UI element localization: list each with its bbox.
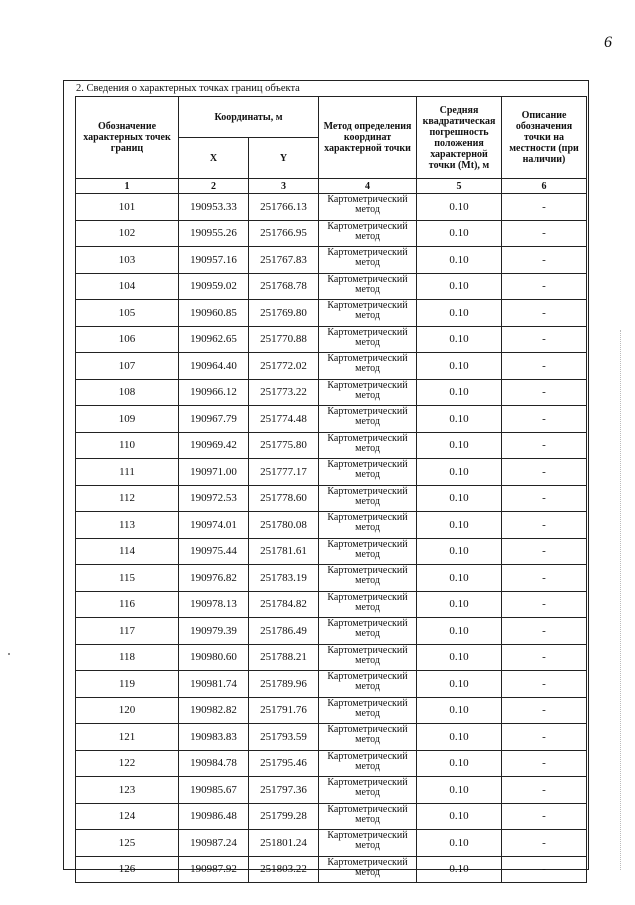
method-cell: Картометрический метод xyxy=(319,565,417,592)
y-coordinate-cell: 251795.46 xyxy=(249,750,319,777)
error-cell: 0.10 xyxy=(417,379,502,406)
point-id-cell: 116 xyxy=(76,591,179,618)
column-number: 4 xyxy=(319,179,417,194)
description-cell: - xyxy=(502,750,587,777)
x-coordinate-cell: 190975.44 xyxy=(179,538,249,565)
y-coordinate-cell: 251772.02 xyxy=(249,353,319,380)
description-cell: - xyxy=(502,379,587,406)
point-id-cell: 102 xyxy=(76,220,179,247)
method-cell: Картометрический метод xyxy=(319,644,417,671)
description-cell: - xyxy=(502,459,587,486)
x-coordinate-cell: 190986.48 xyxy=(179,803,249,830)
y-coordinate-cell: 251770.88 xyxy=(249,326,319,353)
y-coordinate-cell: 251799.28 xyxy=(249,803,319,830)
y-coordinate-cell: 251797.36 xyxy=(249,777,319,804)
point-id-cell: 109 xyxy=(76,406,179,433)
y-coordinate-cell: 251778.60 xyxy=(249,485,319,512)
point-id-cell: 120 xyxy=(76,697,179,724)
x-coordinate-cell: 190980.60 xyxy=(179,644,249,671)
method-cell: Картометрический метод xyxy=(319,856,417,883)
y-coordinate-cell: 251801.24 xyxy=(249,830,319,857)
error-cell: 0.10 xyxy=(417,644,502,671)
y-coordinate-cell: 251784.82 xyxy=(249,591,319,618)
error-cell: 0.10 xyxy=(417,273,502,300)
table-row xyxy=(76,326,587,353)
column-number: 2 xyxy=(179,179,249,194)
error-cell: 0.10 xyxy=(417,194,502,221)
table-row xyxy=(76,512,587,539)
error-cell: 0.10 xyxy=(417,671,502,698)
point-id-cell: 122 xyxy=(76,750,179,777)
error-cell: 0.10 xyxy=(417,565,502,592)
method-cell: Картометрический метод xyxy=(319,512,417,539)
error-cell: 0.10 xyxy=(417,459,502,486)
point-id-cell: 105 xyxy=(76,300,179,327)
y-coordinate-cell: 251767.83 xyxy=(249,247,319,274)
point-id-cell: 125 xyxy=(76,830,179,857)
point-id-cell: 113 xyxy=(76,512,179,539)
table-row xyxy=(76,697,587,724)
description-cell: - xyxy=(502,194,587,221)
header-coordinates: Координаты, м xyxy=(179,97,319,138)
scan-dot xyxy=(8,653,10,655)
point-id-cell: 106 xyxy=(76,326,179,353)
x-coordinate-cell: 190957.16 xyxy=(179,247,249,274)
scan-edge-mark xyxy=(620,330,622,870)
description-cell: - xyxy=(502,406,587,433)
y-coordinate-cell: 251766.13 xyxy=(249,194,319,221)
y-coordinate-cell: 251783.19 xyxy=(249,565,319,592)
error-cell: 0.10 xyxy=(417,856,502,883)
x-coordinate-cell: 190966.12 xyxy=(179,379,249,406)
y-coordinate-cell: 251768.78 xyxy=(249,273,319,300)
error-cell: 0.10 xyxy=(417,432,502,459)
header-y: Y xyxy=(249,138,319,179)
y-coordinate-cell: 251769.80 xyxy=(249,300,319,327)
method-cell: Картометрический метод xyxy=(319,671,417,698)
y-coordinate-cell: 251775.80 xyxy=(249,432,319,459)
method-cell: Картометрический метод xyxy=(319,459,417,486)
error-cell: 0.10 xyxy=(417,512,502,539)
method-cell: Картометрический метод xyxy=(319,803,417,830)
column-number: 6 xyxy=(502,179,587,194)
method-cell: Картометрический метод xyxy=(319,830,417,857)
point-id-cell: 121 xyxy=(76,724,179,751)
table-row xyxy=(76,856,587,883)
x-coordinate-cell: 190982.82 xyxy=(179,697,249,724)
point-id-cell: 126 xyxy=(76,856,179,883)
error-cell: 0.10 xyxy=(417,618,502,645)
table-row xyxy=(76,830,587,857)
error-cell: 0.10 xyxy=(417,750,502,777)
x-coordinate-cell: 190971.00 xyxy=(179,459,249,486)
method-cell: Картометрический метод xyxy=(319,485,417,512)
method-cell: Картометрический метод xyxy=(319,353,417,380)
y-coordinate-cell: 251781.61 xyxy=(249,538,319,565)
description-cell: - xyxy=(502,803,587,830)
x-coordinate-cell: 190984.78 xyxy=(179,750,249,777)
table-row xyxy=(76,750,587,777)
x-coordinate-cell: 190960.85 xyxy=(179,300,249,327)
method-cell: Картометрический метод xyxy=(319,724,417,751)
method-cell: Картометрический метод xyxy=(319,326,417,353)
point-id-cell: 111 xyxy=(76,459,179,486)
description-cell: - xyxy=(502,856,587,883)
method-cell: Картометрический метод xyxy=(319,273,417,300)
column-number: 5 xyxy=(417,179,502,194)
x-coordinate-cell: 190972.53 xyxy=(179,485,249,512)
description-cell: - xyxy=(502,326,587,353)
error-cell: 0.10 xyxy=(417,803,502,830)
x-coordinate-cell: 190955.26 xyxy=(179,220,249,247)
table-row xyxy=(76,379,587,406)
point-id-cell: 124 xyxy=(76,803,179,830)
point-id-cell: 101 xyxy=(76,194,179,221)
point-id-cell: 107 xyxy=(76,353,179,380)
error-cell: 0.10 xyxy=(417,485,502,512)
error-cell: 0.10 xyxy=(417,777,502,804)
error-cell: 0.10 xyxy=(417,326,502,353)
description-cell: - xyxy=(502,432,587,459)
error-cell: 0.10 xyxy=(417,353,502,380)
x-coordinate-cell: 190983.83 xyxy=(179,724,249,751)
y-coordinate-cell: 251789.96 xyxy=(249,671,319,698)
table-row xyxy=(76,353,587,380)
table-row xyxy=(76,485,587,512)
method-cell: Картометрический метод xyxy=(319,194,417,221)
description-cell: - xyxy=(502,591,587,618)
x-coordinate-cell: 190987.92 xyxy=(179,856,249,883)
column-number: 1 xyxy=(76,179,179,194)
point-id-cell: 112 xyxy=(76,485,179,512)
table-body xyxy=(76,194,587,883)
header-x: X xyxy=(179,138,249,179)
y-coordinate-cell: 251774.48 xyxy=(249,406,319,433)
column-number: 3 xyxy=(249,179,319,194)
description-cell: - xyxy=(502,273,587,300)
error-cell: 0.10 xyxy=(417,591,502,618)
method-cell: Картометрический метод xyxy=(319,697,417,724)
point-id-cell: 123 xyxy=(76,777,179,804)
error-cell: 0.10 xyxy=(417,220,502,247)
error-cell: 0.10 xyxy=(417,697,502,724)
table-row xyxy=(76,247,587,274)
method-cell: Картометрический метод xyxy=(319,618,417,645)
table-row xyxy=(76,671,587,698)
section-title: 2. Сведения о характерных точках границ объекта xyxy=(76,83,300,94)
method-cell: Картометрический метод xyxy=(319,379,417,406)
y-coordinate-cell: 251766.95 xyxy=(249,220,319,247)
description-cell: - xyxy=(502,538,587,565)
method-cell: Картометрический метод xyxy=(319,777,417,804)
error-cell: 0.10 xyxy=(417,406,502,433)
x-coordinate-cell: 190978.13 xyxy=(179,591,249,618)
x-coordinate-cell: 190964.40 xyxy=(179,353,249,380)
y-coordinate-cell: 251786.49 xyxy=(249,618,319,645)
method-cell: Картометрический метод xyxy=(319,247,417,274)
boundary-points-table xyxy=(75,96,587,883)
point-id-cell: 119 xyxy=(76,671,179,698)
header-method: Метод определения координат характерной точки xyxy=(319,97,417,179)
table-row xyxy=(76,538,587,565)
method-cell: Картометрический метод xyxy=(319,406,417,433)
table-row xyxy=(76,724,587,751)
x-coordinate-cell: 190962.65 xyxy=(179,326,249,353)
table-row xyxy=(76,591,587,618)
error-cell: 0.10 xyxy=(417,300,502,327)
x-coordinate-cell: 190979.39 xyxy=(179,618,249,645)
description-cell: - xyxy=(502,353,587,380)
x-coordinate-cell: 190967.79 xyxy=(179,406,249,433)
y-coordinate-cell: 251791.76 xyxy=(249,697,319,724)
header-description: Описание обозначения точки на местности (при наличии) xyxy=(502,97,587,179)
x-coordinate-cell: 190976.82 xyxy=(179,565,249,592)
y-coordinate-cell: 251788.21 xyxy=(249,644,319,671)
point-id-cell: 110 xyxy=(76,432,179,459)
x-coordinate-cell: 190974.01 xyxy=(179,512,249,539)
method-cell: Картометрический метод xyxy=(319,300,417,327)
table-row xyxy=(76,618,587,645)
description-cell: - xyxy=(502,247,587,274)
y-coordinate-cell: 251773.22 xyxy=(249,379,319,406)
x-coordinate-cell: 190981.74 xyxy=(179,671,249,698)
x-coordinate-cell: 190959.02 xyxy=(179,273,249,300)
table-row xyxy=(76,273,587,300)
point-id-cell: 114 xyxy=(76,538,179,565)
x-coordinate-cell: 190953.33 xyxy=(179,194,249,221)
table-row xyxy=(76,459,587,486)
error-cell: 0.10 xyxy=(417,724,502,751)
point-id-cell: 108 xyxy=(76,379,179,406)
table-row xyxy=(76,432,587,459)
y-coordinate-cell: 251793.59 xyxy=(249,724,319,751)
table-row xyxy=(76,777,587,804)
description-cell: - xyxy=(502,485,587,512)
description-cell: - xyxy=(502,697,587,724)
error-cell: 0.10 xyxy=(417,247,502,274)
description-cell: - xyxy=(502,220,587,247)
description-cell: - xyxy=(502,644,587,671)
description-cell: - xyxy=(502,300,587,327)
page-number: 6 xyxy=(604,34,612,51)
point-id-cell: 103 xyxy=(76,247,179,274)
description-cell: - xyxy=(502,671,587,698)
y-coordinate-cell: 251777.17 xyxy=(249,459,319,486)
method-cell: Картометрический метод xyxy=(319,220,417,247)
method-cell: Картометрический метод xyxy=(319,432,417,459)
method-cell: Картометрический метод xyxy=(319,750,417,777)
point-id-cell: 115 xyxy=(76,565,179,592)
method-cell: Картометрический метод xyxy=(319,538,417,565)
y-coordinate-cell: 251803.22 xyxy=(249,856,319,883)
description-cell: - xyxy=(502,777,587,804)
description-cell: - xyxy=(502,618,587,645)
error-cell: 0.10 xyxy=(417,830,502,857)
description-cell: - xyxy=(502,565,587,592)
point-id-cell: 118 xyxy=(76,644,179,671)
table-row xyxy=(76,644,587,671)
x-coordinate-cell: 190987.24 xyxy=(179,830,249,857)
table-row xyxy=(76,300,587,327)
x-coordinate-cell: 190969.42 xyxy=(179,432,249,459)
x-coordinate-cell: 190985.67 xyxy=(179,777,249,804)
point-id-cell: 104 xyxy=(76,273,179,300)
table-row xyxy=(76,565,587,592)
description-cell: - xyxy=(502,830,587,857)
header-error: Средняя квадратическая погрешность положения характерной точки (Mt), м xyxy=(417,97,502,179)
header-designation: Обозначение характерных точек границ xyxy=(76,97,179,179)
error-cell: 0.10 xyxy=(417,538,502,565)
table-row xyxy=(76,194,587,221)
table-row xyxy=(76,406,587,433)
table-row xyxy=(76,803,587,830)
method-cell: Картометрический метод xyxy=(319,591,417,618)
description-cell: - xyxy=(502,724,587,751)
table-row xyxy=(76,220,587,247)
description-cell: - xyxy=(502,512,587,539)
point-id-cell: 117 xyxy=(76,618,179,645)
y-coordinate-cell: 251780.08 xyxy=(249,512,319,539)
